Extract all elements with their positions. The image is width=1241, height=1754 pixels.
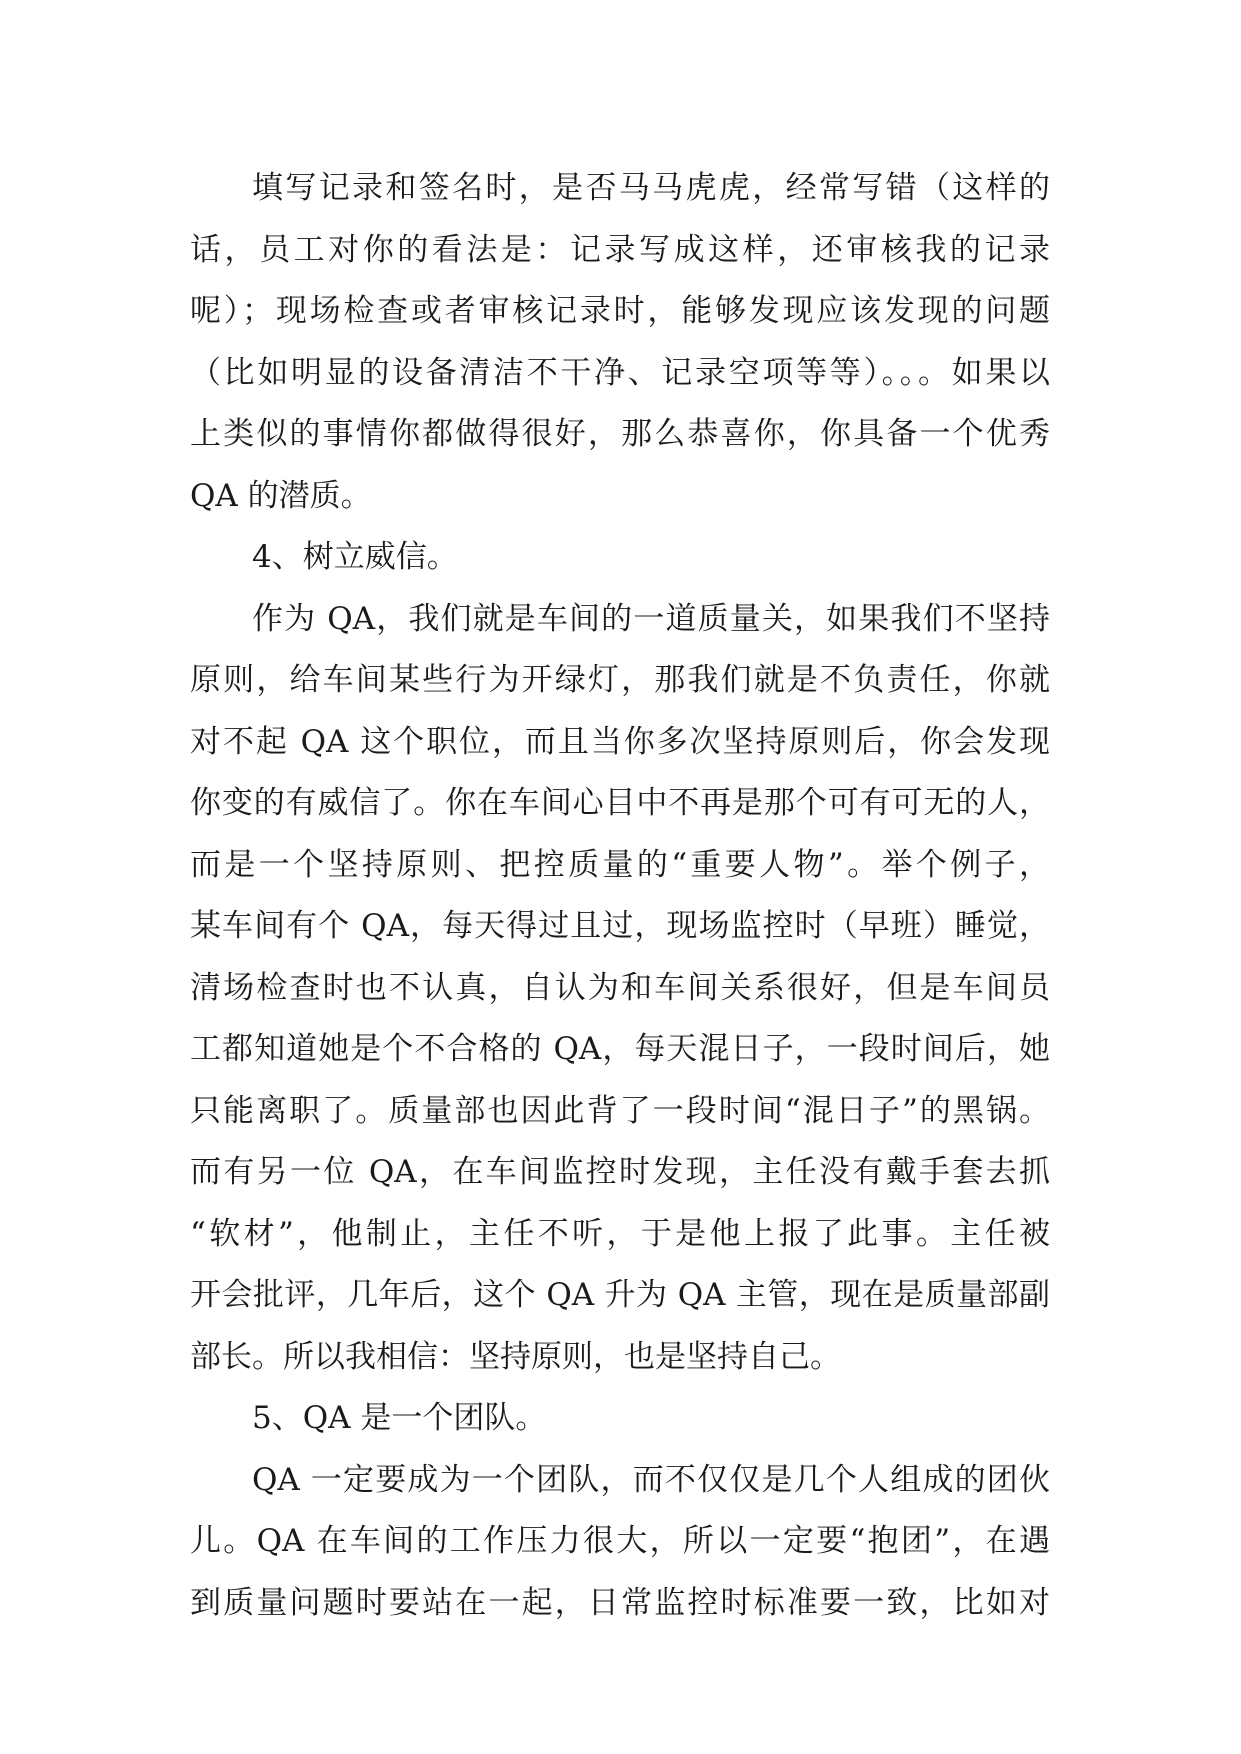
text-line: 部长。所以我相信：坚持原则，也是坚持自己。 [190,1338,841,1375]
text-line: 清场检查时也不认真，自认为和车间关系很好，但是车间员 [190,969,1050,1006]
text-line: 而是一个坚持原则、把控质量的“重要人物”。举个例子， [190,846,1050,883]
text-line: 而有另一位 QA，在车间监控时发现，主任没有戴手套去抓 [190,1154,1050,1190]
text-line: 上类似的事情你都做得很好，那么恭喜你，你具备一个优秀 [190,416,1050,452]
text-line: QA 一定要成为一个团队，而不仅仅是几个人组成的团伙 [252,1461,1050,1498]
text-line: 原则，给车间某些行为开绿灯，那我们就是不负责任，你就 [190,662,1050,698]
text-line: 工都知道她是个不合格的 QA，每天混日子，一段时间后，她 [190,1031,1050,1067]
text-line: 只能离职了。质量部也因此背了一段时间“混日子”的黑锅。 [190,1092,1050,1129]
text-line: 儿。QA 在车间的工作压力很大，所以一定要“抱团”，在遇 [190,1523,1050,1559]
section-heading: 5、QA 是一个团队。 [252,1400,547,1436]
text-line: 填写记录和签名时，是否马马虎虎，经常写错（这样的 [252,170,1050,206]
text-line: 对不起 QA 这个职位，而且当你多次坚持原则后，你会发现 [190,723,1050,760]
text-line: 你变的有威信了。你在车间心目中不再是那个可有可无的人， [190,785,1050,821]
text-line: 作为 QA，我们就是车间的一道质量关，如果我们不坚持 [252,600,1050,637]
text-line: 开会批评，几年后，这个 QA 升为 QA 主管，现在是质量部副 [190,1277,1050,1313]
text-line: QA 的潜质。 [190,477,372,514]
text-line: 呢）；现场检查或者审核记录时，能够发现应该发现的问题 [190,293,1050,329]
text-line: 某车间有个 QA，每天得过且过，现场监控时（早班）睡觉， [190,908,1050,944]
document-body [190,158,1050,1634]
text-line: （比如明显的设备清洁不干净、记录空项等等）。。。如果以 [190,354,1050,391]
text-line: “软材”，他制止，主任不听，于是他上报了此事。主任被 [190,1215,1050,1252]
text-line: 话，员工对你的看法是：记录写成这样，还审核我的记录 [190,231,1050,268]
text-line: 到质量问题时要站在一起，日常监控时标准要一致，比如对 [190,1584,1050,1621]
section-heading: 4、树立威信。 [252,539,458,575]
